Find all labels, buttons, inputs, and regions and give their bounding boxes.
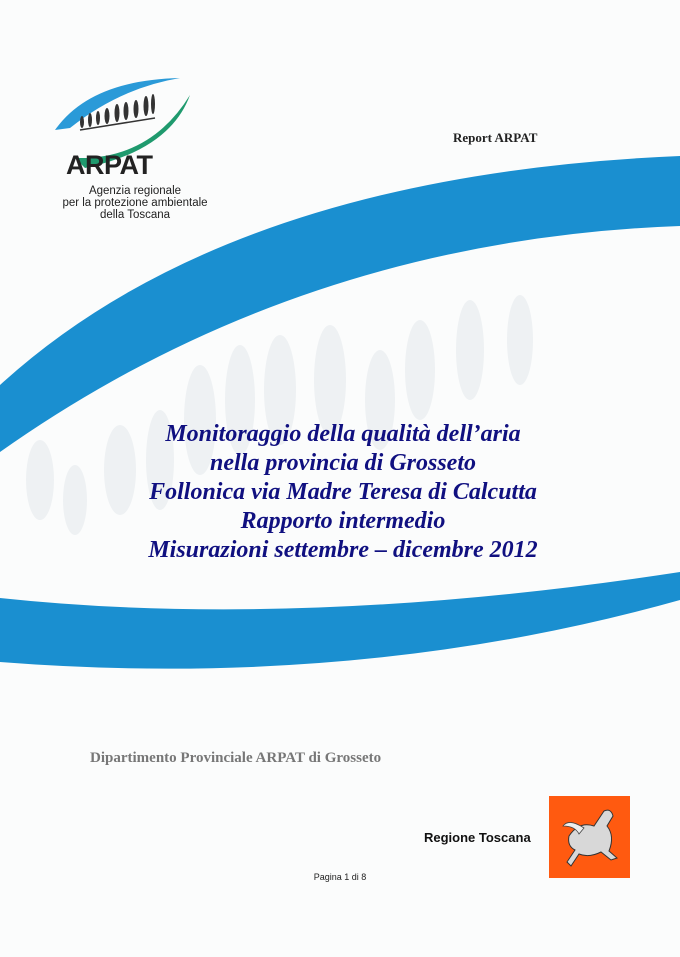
title-line: nella provincia di Grosseto: [209, 450, 476, 476]
logo-subtitle-line: per la protezione ambientale: [62, 197, 208, 209]
regione-toscana-pegasus-logo: [549, 796, 630, 878]
logo-subtitle: [40, 185, 230, 221]
region-label: Regione Toscana: [424, 830, 531, 845]
department-name: Dipartimento Provinciale ARPAT di Grosseto: [90, 750, 382, 766]
title-line: Monitoraggio della qualità dell’aria: [165, 421, 521, 447]
logo-subtitle-line: Agenzia regionale: [88, 185, 182, 197]
page-number: Pagina 1 di 8: [313, 872, 367, 882]
title-line: Rapporto intermedio: [240, 508, 446, 534]
logo-name: ARPAT: [66, 150, 153, 180]
report-label: Report ARPAT: [453, 130, 538, 145]
logo-subtitle-line: della Toscana: [99, 209, 171, 221]
document-title: [0, 420, 680, 565]
title-line: Misurazioni settembre – dicembre 2012: [148, 537, 538, 563]
pegasus-icon: [549, 796, 630, 878]
title-line: Follonica via Madre Teresa di Calcutta: [149, 479, 537, 505]
lower-swoosh: [0, 572, 680, 669]
